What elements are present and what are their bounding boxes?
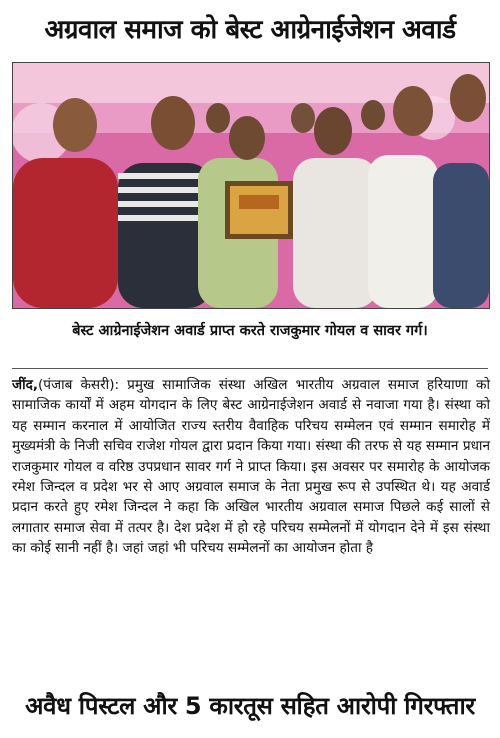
- divider: [12, 368, 488, 369]
- dateline: जींद,: [12, 377, 38, 393]
- article-text: प्रमुख सामाजिक संस्था अखिल भारतीय अग्रवाल समाज हरियाणा को सामाजिक कार्यों में अहम योगदान के लिए बेस्ट आग्रेनाईजेशन अवार्ड से नवाजा गया है। संस्था को यह सम्मान करनाल में आयोजित राज्य स्तरीय वैवाहिक परिचय सम्मेलन एवं सम्मान समारोह में मुख्यमंत्री के निजी सचिव राजेश गोयल द्वारा प्रदान किया गया। संस्था की तरफ से यह सम्मान प्रधान राजकुमार गोयल व वरिष्ठ उपप्रधान सावर गर्ग ने प्राप्त किया। इस अवसर पर समारोह के आयोजक रमेश जिन्दल व प्रदेश भर से आए अग्रवाल समाज के नेता प्रमुख रूप से उपस्थित थे। यह अवार्ड प्रदान करते हुए रमेश जिन्दल ने कहा कि अखिल भारतीय अग्रवाल समाज पिछले कई सालों से लगातार समाज सेवा में तत्पर है। देश प्रदेश में हो रहे परिचय सम्मेलनों में योगदान देने में इस संस्था का कोई सानी नहीं है। जहां जहां भी परिचय सम्मेलनों का आयोजन होता है: [12, 377, 490, 557]
- award-photo: [12, 62, 490, 309]
- headline: अग्रवाल समाज को बेस्ट आग्रेनाईजेशन अवार्ड: [44, 15, 456, 45]
- news-source: (पंजाब केसरी):: [38, 377, 120, 393]
- photo-caption: बेस्ट आग्रेनाईजेशन अवार्ड प्राप्त करते राजकुमार गोयल व सावर गर्ग।: [72, 323, 428, 339]
- next-headline: अवैध पिस्टल और 5 कारतूस सहित आरोपी गिरफ्तार: [25, 692, 475, 720]
- article-body: [12, 375, 490, 559]
